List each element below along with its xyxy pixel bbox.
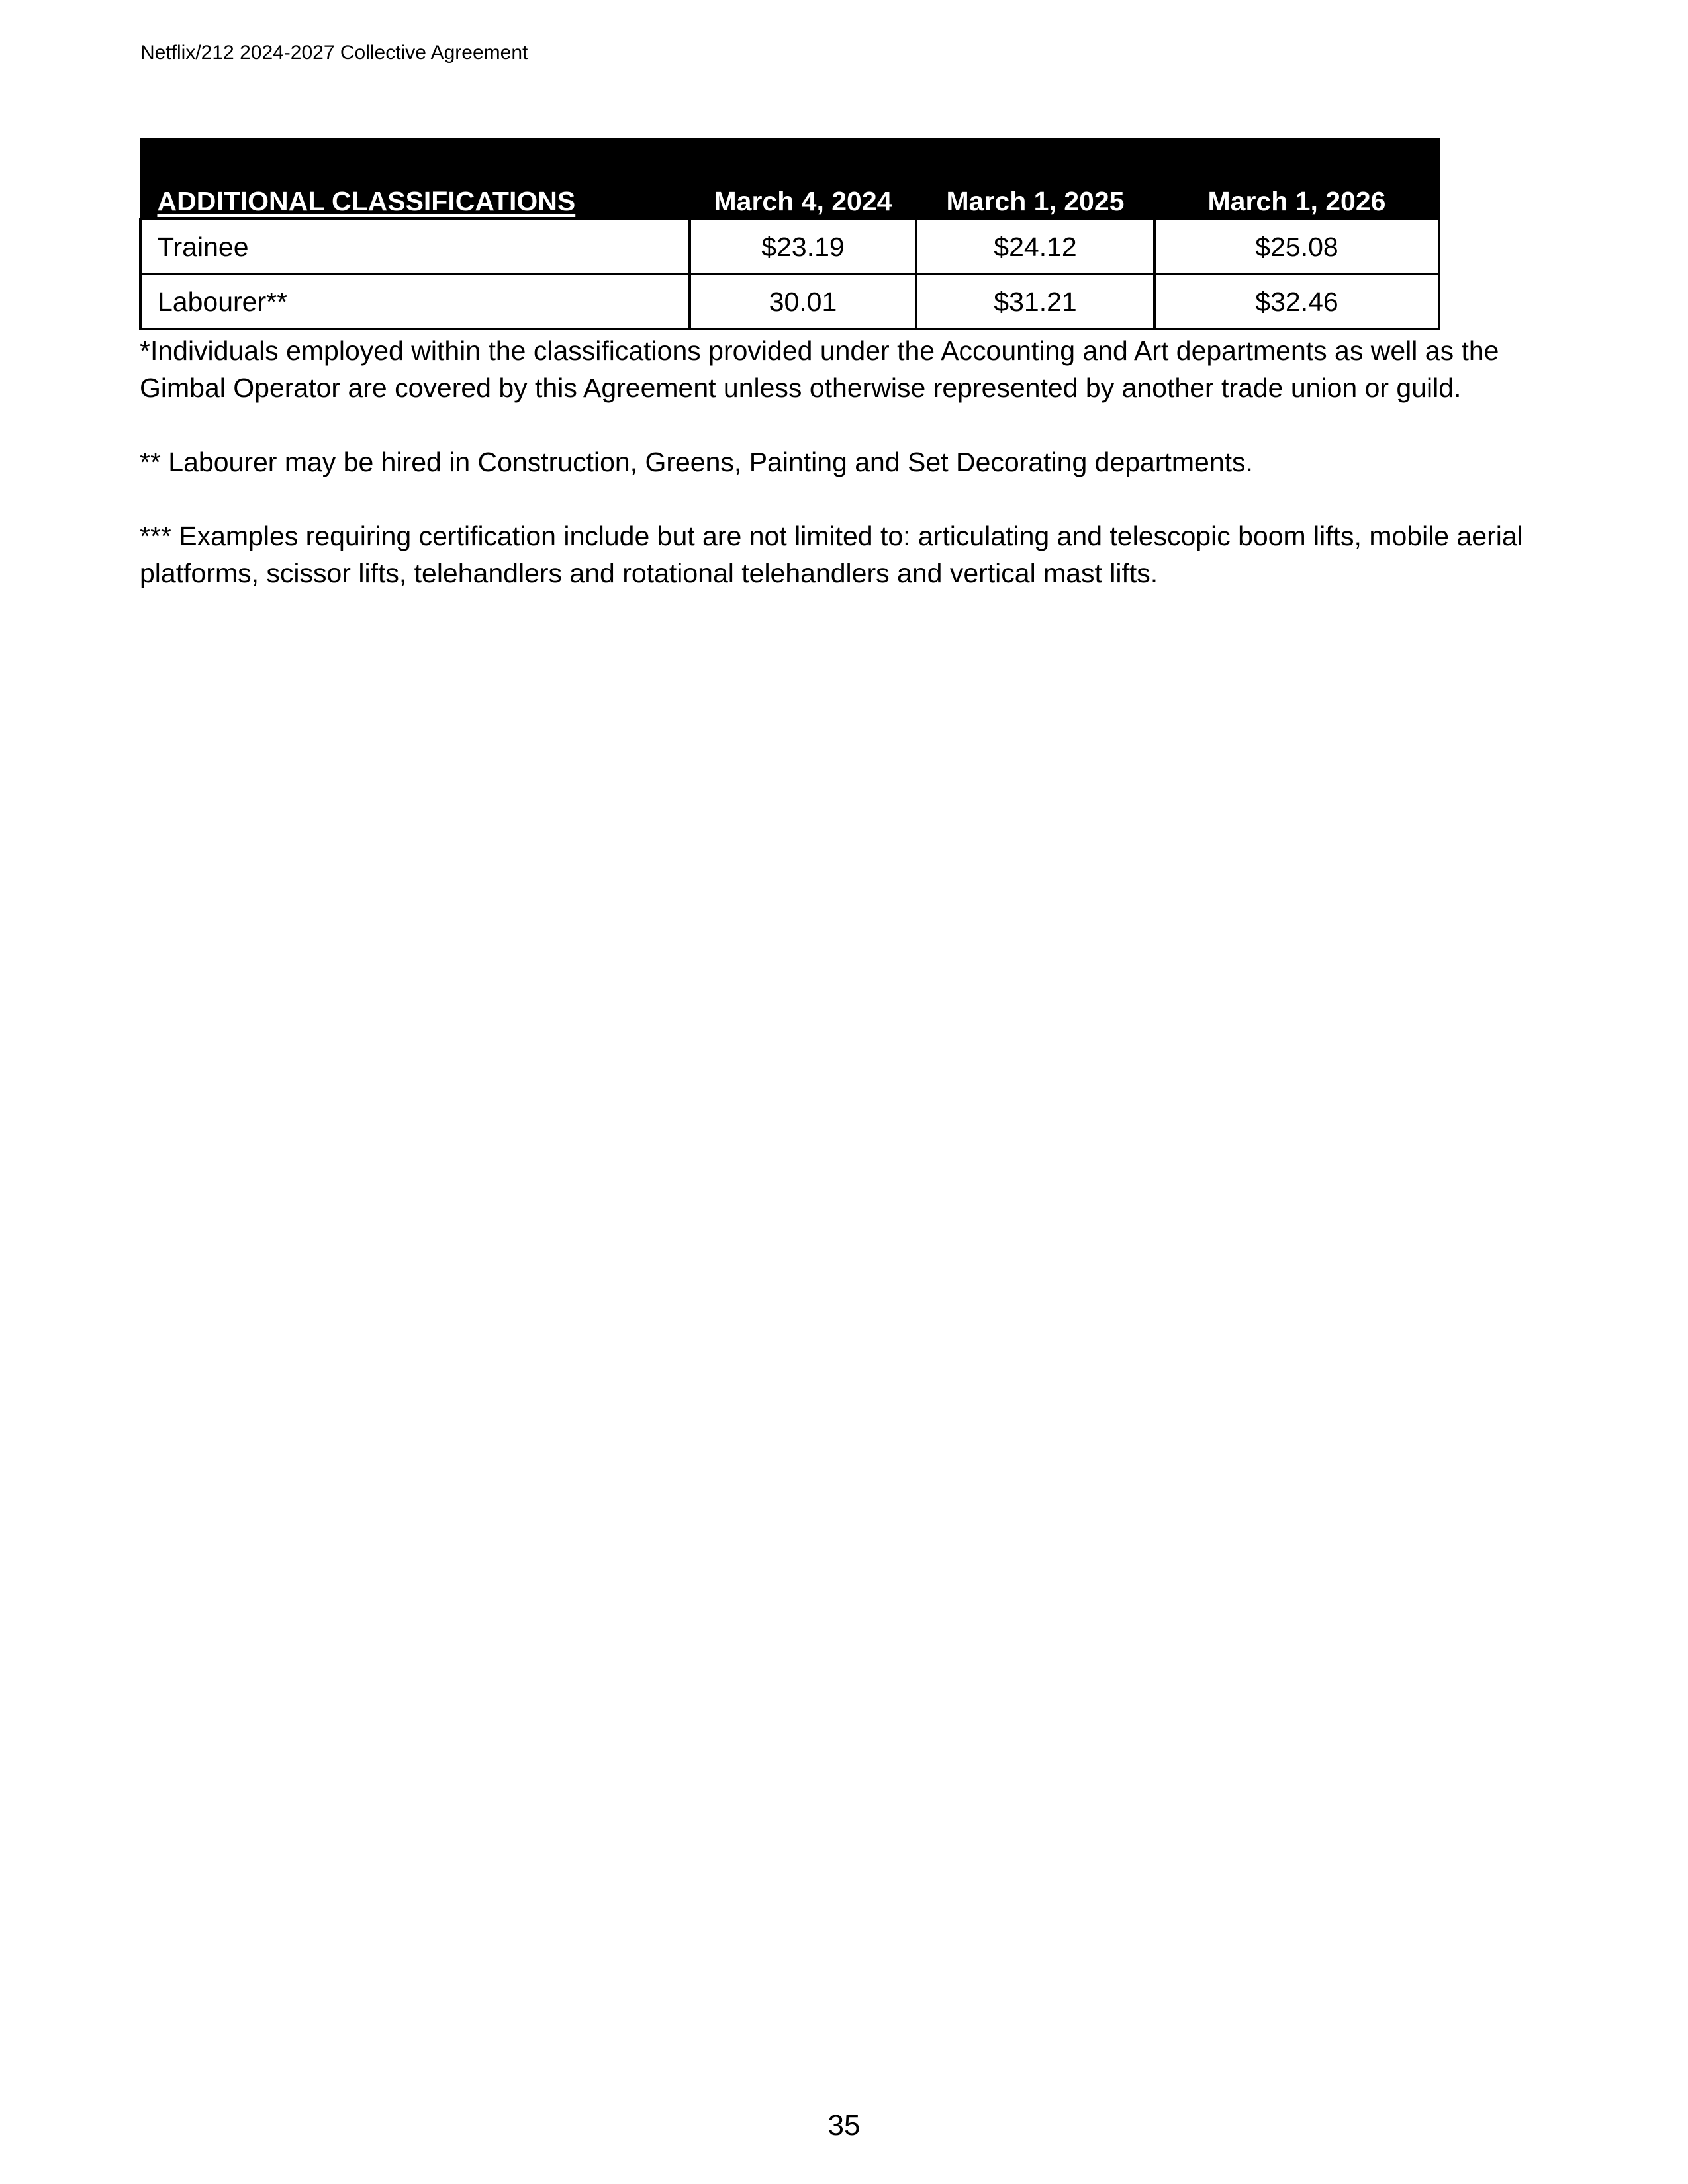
column-header-march-4-2024: March 4, 2024 [690,139,916,220]
classification-cell: Trainee [140,219,690,274]
footnotes [140,332,1563,592]
column-header-march-1-2025: March 1, 2025 [916,139,1154,220]
footnote-triple-asterisk: *** Examples requiring certification include but are not limited to: articulating and telescopic boom lifts, mobile aerial platforms, scissor lifts, telehandlers and rotational telehandlers and vertical mast lifts. [140,521,1523,588]
running-header: Netflix/212 2024-2027 Collective Agreement [140,42,528,64]
additional-classifications-table [139,138,1440,330]
footnote-single-asterisk: *Individuals employed within the classifications provided under the Accounting and Art departments as well as the Gimbal Operator are covered by this Agreement unless otherwise represented by another trade union or guild. [140,336,1499,403]
table-row [140,219,1439,274]
rate-cell: $25.08 [1154,219,1439,274]
page-number: 35 [827,2109,861,2142]
column-header-classification-label: ADDITIONAL CLASSIFICATIONS [157,186,576,216]
column-header-march-1-2026: March 1, 2026 [1154,139,1439,220]
column-header-classification [140,139,690,220]
table-header-row [140,139,1439,220]
table-row [140,274,1439,329]
rate-cell: $24.12 [916,219,1154,274]
rate-cell: $31.21 [916,274,1154,329]
table-body [140,219,1439,329]
table-header [140,139,1439,220]
classification-cell: Labourer** [140,274,690,329]
rate-cell: 30.01 [690,274,916,329]
footnote-double-asterisk: ** Labourer may be hired in Construction, Greens, Painting and Set Decorating departments. [140,447,1253,477]
rate-cell: $32.46 [1154,274,1439,329]
rate-cell: $23.19 [690,219,916,274]
